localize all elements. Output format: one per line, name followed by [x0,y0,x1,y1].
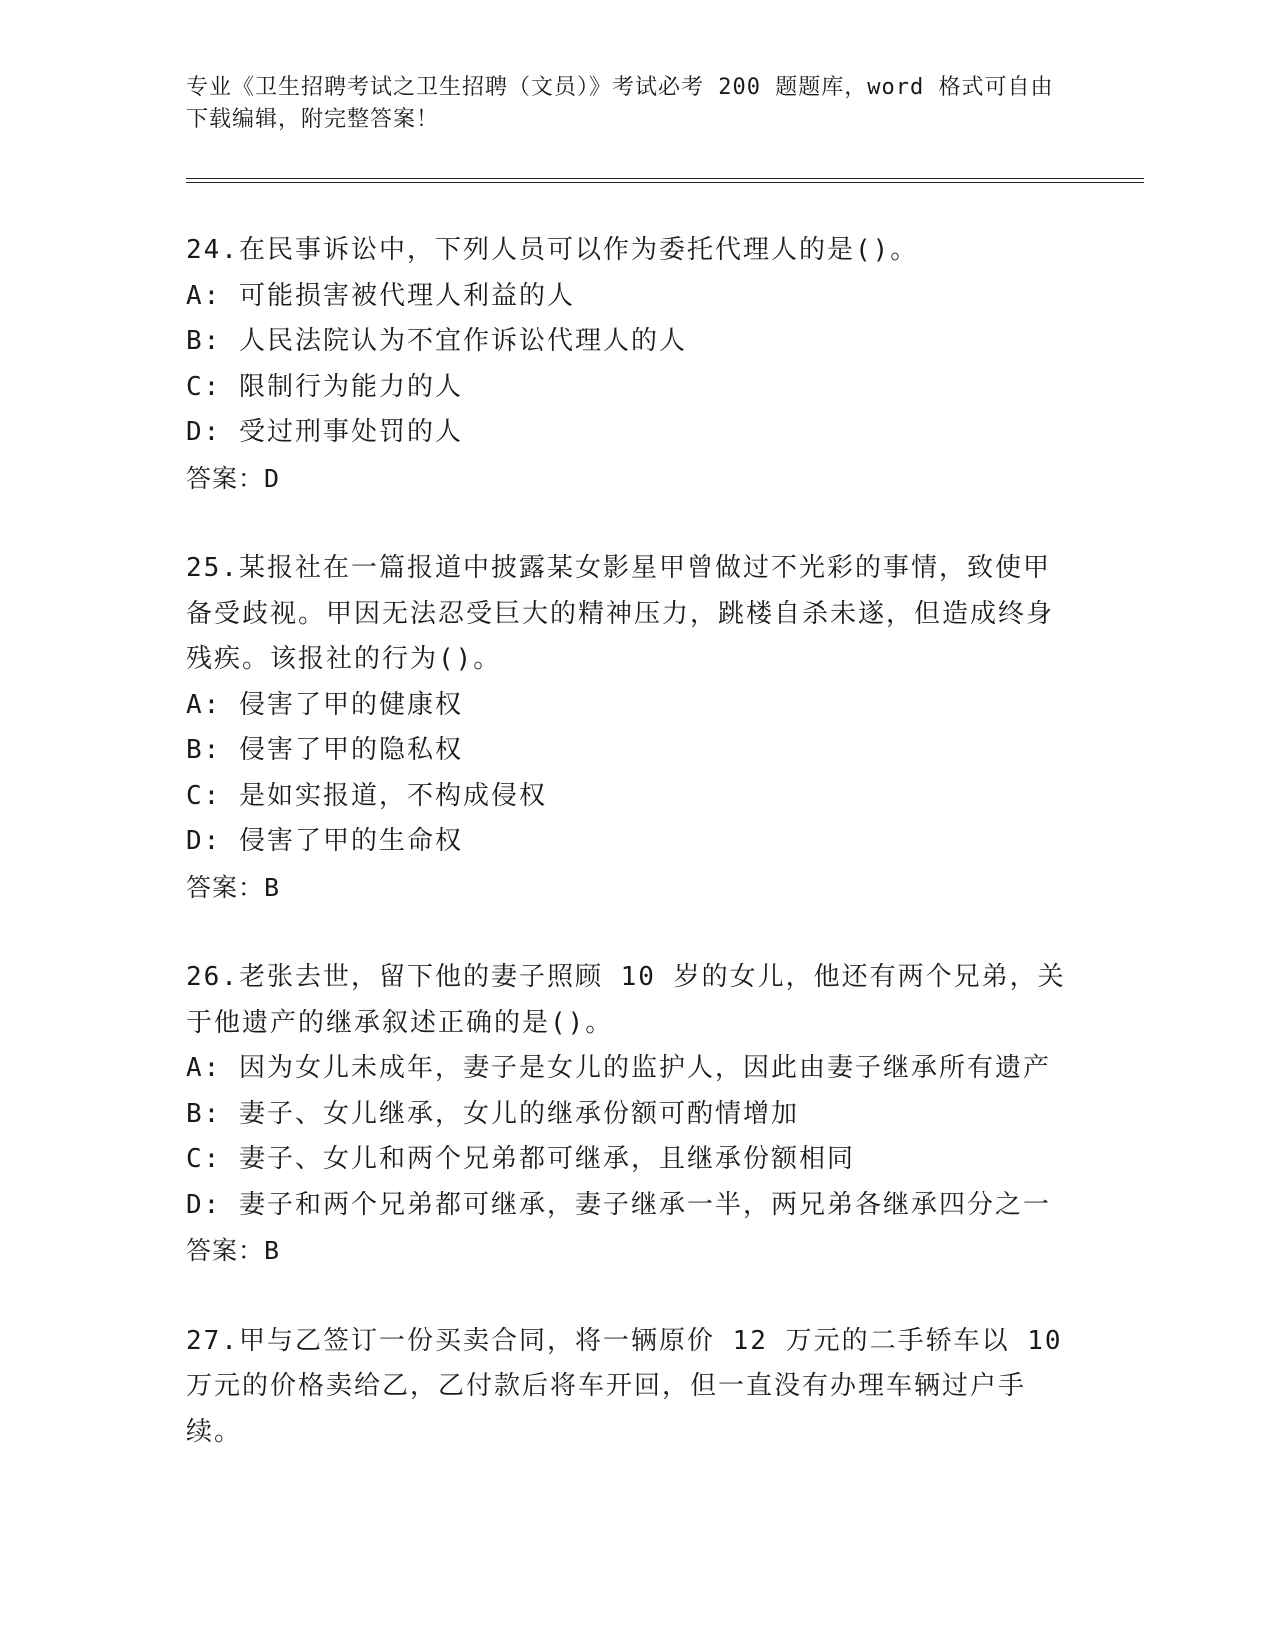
option-c: C: 是如实报道，不构成侵权 [186,780,547,811]
header-divider-top [186,178,1144,179]
answer-label: 答案： [186,463,265,493]
question-25 [186,546,1066,910]
answer-line [186,1228,1066,1274]
option-d: D: 侵害了甲的生命权 [186,826,463,856]
answer-value: B [264,1236,281,1265]
option-d: D: 妻子和两个兄弟都可继承，妻子继承一半，两兄弟各继承四分之一 [186,1189,1051,1220]
option-c: C: 限制行为能力的人 [186,371,463,402]
question-26 [186,955,1066,1274]
question-27 [186,1319,1066,1456]
answer-line [186,456,1066,502]
question-stem: 27.甲与乙签订一份买卖合同，将一辆原价 12 万元的二手轿车以 10 万元的价格卖给乙，乙付款后将车开回，但一直没有办理车辆过户手续。 [186,1325,1063,1447]
option-b: B: 人民法院认为不宜作诉讼代理人的人 [186,326,687,356]
answer-value: B [264,872,281,902]
question-stem: 25.某报社在一篇报道中披露某女影星甲曾做过不光彩的事情，致使甲备受歧视。甲因无法忍受巨大的精神压力，跳楼自杀未遂，但造成终身残疾。该报社的行为()。 [186,553,1055,674]
option-b: B: 妻子、女儿继承，女儿的继承份额可酌情增加 [186,1098,799,1129]
option-c: C: 妻子、女儿和两个兄弟都可继承，且继承份额相同 [186,1144,855,1174]
option-a: A: 因为女儿未成年，妻子是女儿的监护人，因此由妻子继承所有遗产 [186,1053,1051,1083]
question-stem: 26.老张去世，留下他的妻子照顾 10 岁的女儿，他还有两个兄弟，关于他遗产的继承叙述正确的是()。 [186,962,1066,1038]
option-d: D: 受过刑事处罚的人 [186,417,463,447]
answer-label: 答案： [186,1236,265,1265]
answer-label: 答案： [186,872,265,902]
answer-line [186,865,1066,911]
answer-value: D [264,463,281,493]
question-stem: 24.在民事诉讼中，下列人员可以作为委托代理人的是()。 [186,235,919,265]
option-a: A: 可能损害被代理人利益的人 [186,280,575,311]
header-divider-bottom [186,182,1144,183]
question-24 [186,228,1066,501]
option-a: A: 侵害了甲的健康权 [186,689,463,720]
question-list [186,228,1066,1455]
option-b: B: 侵害了甲的隐私权 [186,735,463,765]
document-header: 专业《卫生招聘考试之卫生招聘（文员）》考试必考 200 题题库，word 格式可自由下载编辑，附完整答案！ [186,75,1054,132]
